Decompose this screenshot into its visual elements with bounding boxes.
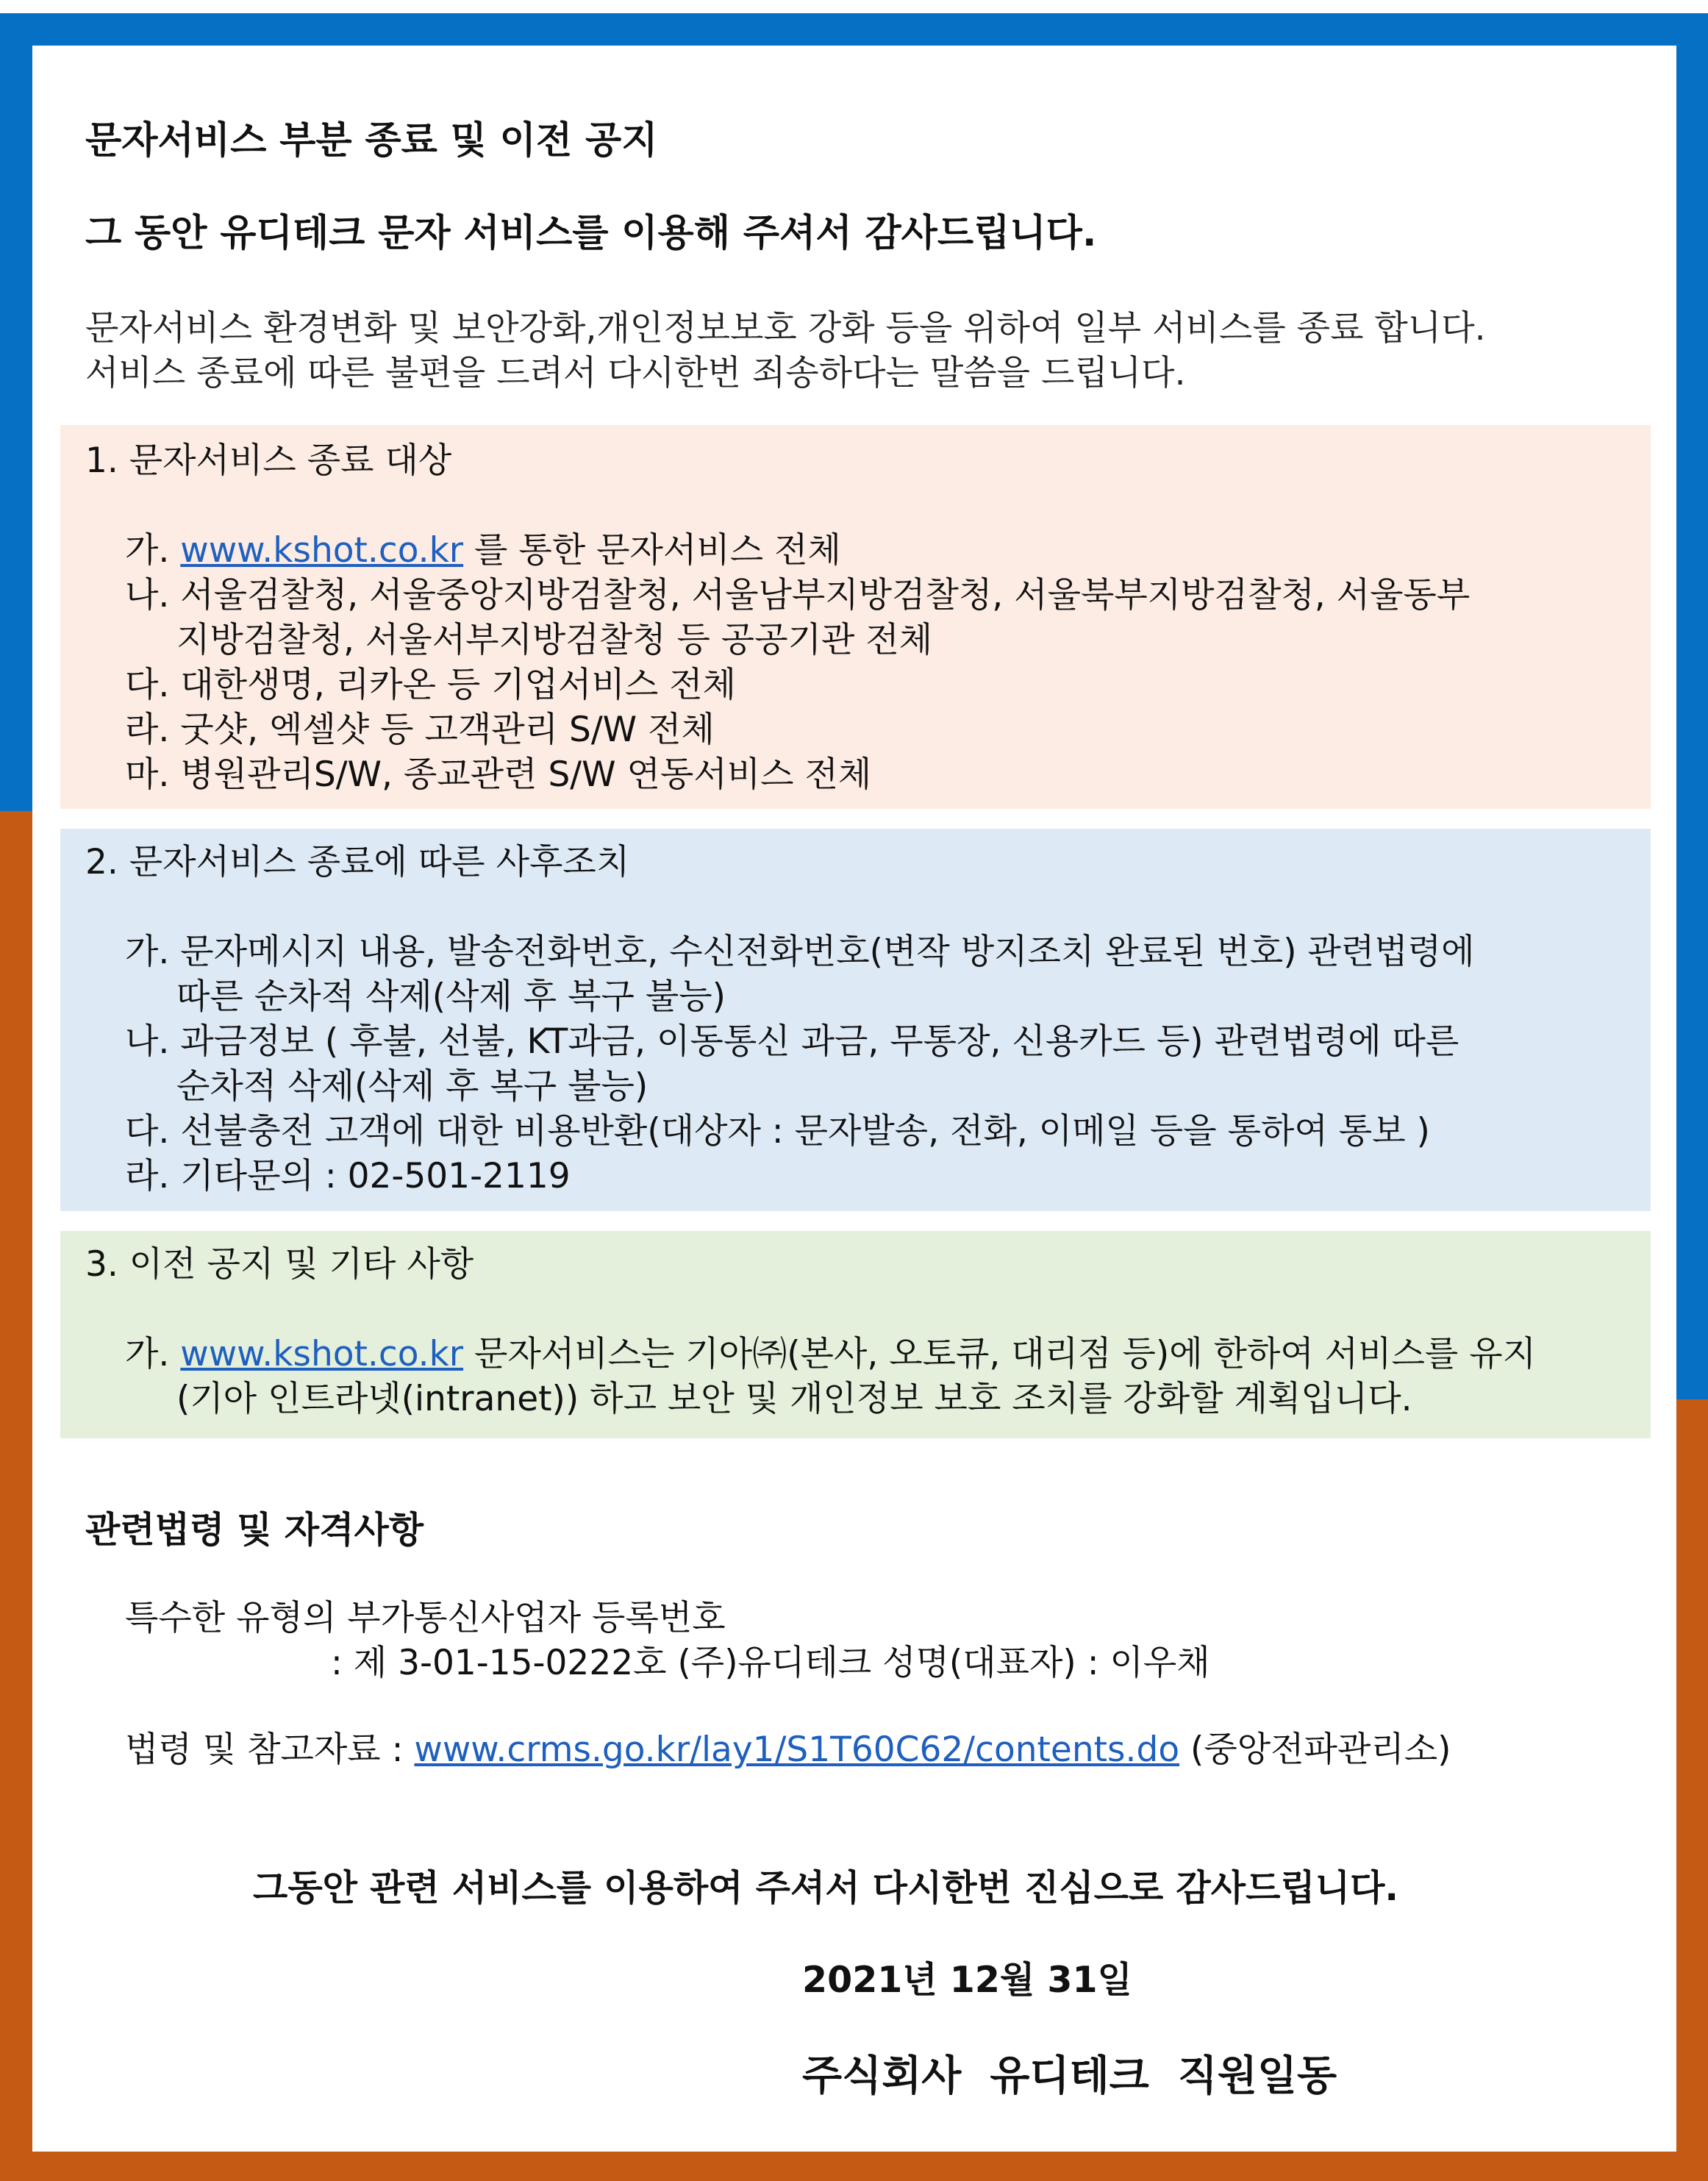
- item-text: 를 통한 문자서비스 전체: [463, 530, 841, 571]
- intro-line-2: 서비스 종료에 따른 불편을 드려서 다시한번 죄송하다는 말씀을 드립니다.: [85, 353, 1186, 393]
- section-2-panel: [60, 829, 1651, 1211]
- closing-message: 그동안 관련 서비스를 이용하여 주셔서 다시한번 진심으로 감사드립니다.: [253, 1867, 1399, 1909]
- notice-title: 문자서비스 부분 종료 및 이전 공지: [85, 119, 658, 163]
- legal-heading: 관련법령 및 자격사항: [85, 1509, 424, 1551]
- crms-link[interactable]: www.crms.go.kr/lay1/S1T60C62/contents.do: [414, 1730, 1180, 1770]
- section-1-item-ra: 라. 굿샷, 엑셀샷 등 고객관리 S/W 전체: [125, 710, 715, 750]
- section-2-item-na-cont: 순차적 삭제(삭제 후 복구 불능): [176, 1066, 648, 1107]
- section-1-item-ga: [125, 530, 841, 571]
- section-2-item-ga-cont: 따른 순차적 삭제(삭제 후 복구 불능): [176, 977, 726, 1017]
- item-text: 문자서비스는 기아㈜(본사, 오토큐, 대리점 등)에 한하여 서비스를 유지: [463, 1334, 1537, 1374]
- frame-left-border-blue: [0, 13, 32, 811]
- reference-suffix: (중앙전파관리소): [1179, 1730, 1451, 1770]
- closing-signature: 주식회사 유디테크 직원일동: [802, 2052, 1337, 2100]
- frame-right-border-orange: [1676, 1399, 1708, 2181]
- intro-line-1: 문자서비스 환경변화 및 보안강화,개인정보보호 강화 등을 위하여 일부 서비스를 종료 합니다.: [85, 308, 1486, 349]
- section-1-item-ma: 마. 병원관리S/W, 종교관련 S/W 연동서비스 전체: [125, 754, 872, 795]
- reference-line: [125, 1730, 1451, 1770]
- section-2-heading: 2. 문자서비스 종료에 따른 사후조치: [85, 842, 630, 882]
- item-marker: 가.: [125, 530, 181, 571]
- section-2-item-da: 다. 선불충전 고객에 대한 비용반환(대상자 : 문자발송, 전화, 이메일 등을 통하여 통보 ): [125, 1111, 1430, 1152]
- closing-date: 2021년 12월 31일: [802, 1959, 1132, 2001]
- section-1-item-na-cont: 지방검찰청, 서울서부지방검찰청 등 공공기관 전체: [176, 620, 933, 660]
- section-3-item-ga: [125, 1334, 1537, 1374]
- section-2-item-ra: 라. 기타문의 : 02-501-2119: [125, 1156, 571, 1196]
- section-1-panel: [60, 425, 1651, 809]
- thanks-heading: 그 동안 유디테크 문자 서비스를 이용해 주셔서 감사드립니다.: [85, 212, 1097, 255]
- kshot-link[interactable]: www.kshot.co.kr: [180, 530, 464, 571]
- section-1-item-da: 다. 대한생명, 리카온 등 기업서비스 전체: [125, 665, 737, 705]
- section-3-item-ga-cont: (기아 인트라넷(intranet)) 하고 보안 및 개인정보 보호 조치를 강화할 계획입니다.: [176, 1379, 1412, 1419]
- frame-top-border: [0, 13, 1693, 46]
- kshot-link[interactable]: www.kshot.co.kr: [180, 1334, 464, 1374]
- item-marker: 가.: [125, 1334, 181, 1374]
- frame-right-border-blue: [1676, 13, 1708, 1399]
- section-3-heading: 3. 이전 공지 및 기타 사항: [85, 1244, 474, 1285]
- frame-left-border-orange: [0, 811, 32, 2181]
- registration-label: 특수한 유형의 부가통신사업자 등록번호: [125, 1598, 726, 1638]
- section-2-item-na: 나. 과금정보 ( 후불, 선불, KT과금, 이동통신 과금, 무통장, 신용카드 등) 관련법령에 따른: [125, 1021, 1459, 1062]
- section-1-item-na: 나. 서울검찰청, 서울중앙지방검찰청, 서울남부지방검찰청, 서울북부지방검찰청, 서울동부: [125, 575, 1471, 615]
- reference-label: 법령 및 참고자료 :: [125, 1730, 415, 1770]
- section-1-heading: 1. 문자서비스 종료 대상: [85, 440, 452, 481]
- registration-value: : 제 3-01-15-0222호 (주)유디테크 성명(대표자) : 이우채: [331, 1643, 1210, 1683]
- frame-bottom-border: [0, 2152, 1708, 2181]
- section-2-item-ga: 가. 문자메시지 내용, 발송전화번호, 수신전화번호(변작 방지조치 완료된 번호) 관련법령에: [125, 932, 1475, 972]
